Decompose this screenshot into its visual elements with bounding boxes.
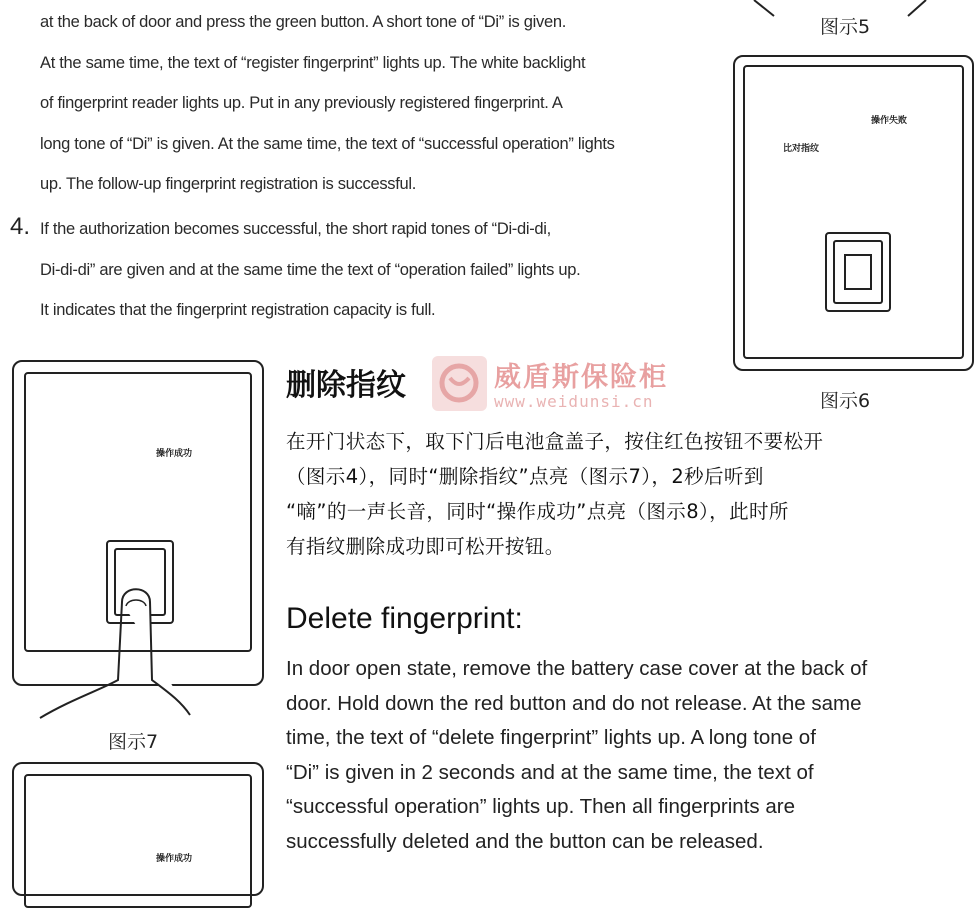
figure6-device <box>733 55 974 371</box>
label-operation-success: 操作成功 <box>156 449 193 459</box>
text-line: successfully deleted and the button can be released. <box>286 829 764 853</box>
text-line: up. The follow-up fingerprint registration is successful. <box>40 175 417 193</box>
text-line: “successful operation” lights up. Then all fingerprints are <box>286 795 795 819</box>
text-line: If the authorization becomes successful, the short rapid tones of “Di-di-di, <box>40 220 551 238</box>
text-line: at the back of door and press the green button. A short tone of “Di” is given. <box>40 13 567 31</box>
fingerprint-reader <box>825 232 891 312</box>
text-line: door. Hold down the red button and do not release. At the same <box>286 691 862 715</box>
watermark-logo <box>432 356 487 411</box>
text-line: （图示4），同时“删除指纹”点亮（图示7），2秒后听到 <box>286 465 764 488</box>
text-line: At the same time, the text of “register fingerprint” lights up. The white backlight <box>40 53 586 72</box>
figure8-screen <box>24 774 252 908</box>
figure8-device <box>12 762 264 896</box>
text-line: Di-di-di” are given and at the same time the text of “operation failed” lights up. <box>40 260 581 279</box>
figure6-screen <box>743 65 964 359</box>
watermark-text: 威盾斯保险柜 <box>494 362 668 393</box>
text-line: time, the text of “delete fingerprint” lights up. A long tone of <box>286 726 816 750</box>
section-title-zh: 删除指纹 <box>286 368 406 403</box>
top-paragraph <box>40 2 720 205</box>
label-operation-failed: 操作失败 <box>871 116 908 126</box>
section-body-en <box>286 652 976 860</box>
shield-icon <box>432 356 487 411</box>
watermark-url: www.weidunsi.cn <box>494 392 654 411</box>
finger-illustration <box>30 540 210 720</box>
text-line: long tone of “Di” is given. At the same time, the text of “successful operation” lights <box>40 134 615 153</box>
figure5-caption: 图示5 <box>820 16 871 38</box>
figure6-caption: 图示6 <box>820 390 871 412</box>
text-line: In door open state, remove the battery case cover at the back of <box>286 657 868 680</box>
label-operation-success: 操作成功 <box>156 854 193 864</box>
fingerprint-sensor <box>844 254 872 290</box>
label-compare-fingerprint: 比对指纹 <box>783 144 820 154</box>
text-line: “嘀”的一声长音，同时“操作成功”点亮（图示8），此时所 <box>286 500 789 523</box>
figure7-caption: 图示7 <box>108 731 159 753</box>
text-line: “Di” is given in 2 seconds and at the same time, the text of <box>286 760 814 784</box>
text-line: of fingerprint reader lights up. Put in any previously registered fingerprint. A <box>40 94 563 112</box>
text-line: 有指纹删除成功即可松开按钮。 <box>286 535 565 558</box>
section-body-zh <box>286 424 976 564</box>
fingerprint-reader-inner <box>833 240 883 304</box>
text-line: It indicates that the fingerprint registration capacity is full. <box>40 301 436 319</box>
step-number: 4. <box>10 213 31 240</box>
text-line: 在开门状态下，取下门后电池盒盖子，按住红色按钮不要松开 <box>286 430 824 453</box>
step4-paragraph <box>40 209 720 331</box>
section-title-en: Delete fingerprint: <box>286 602 523 635</box>
